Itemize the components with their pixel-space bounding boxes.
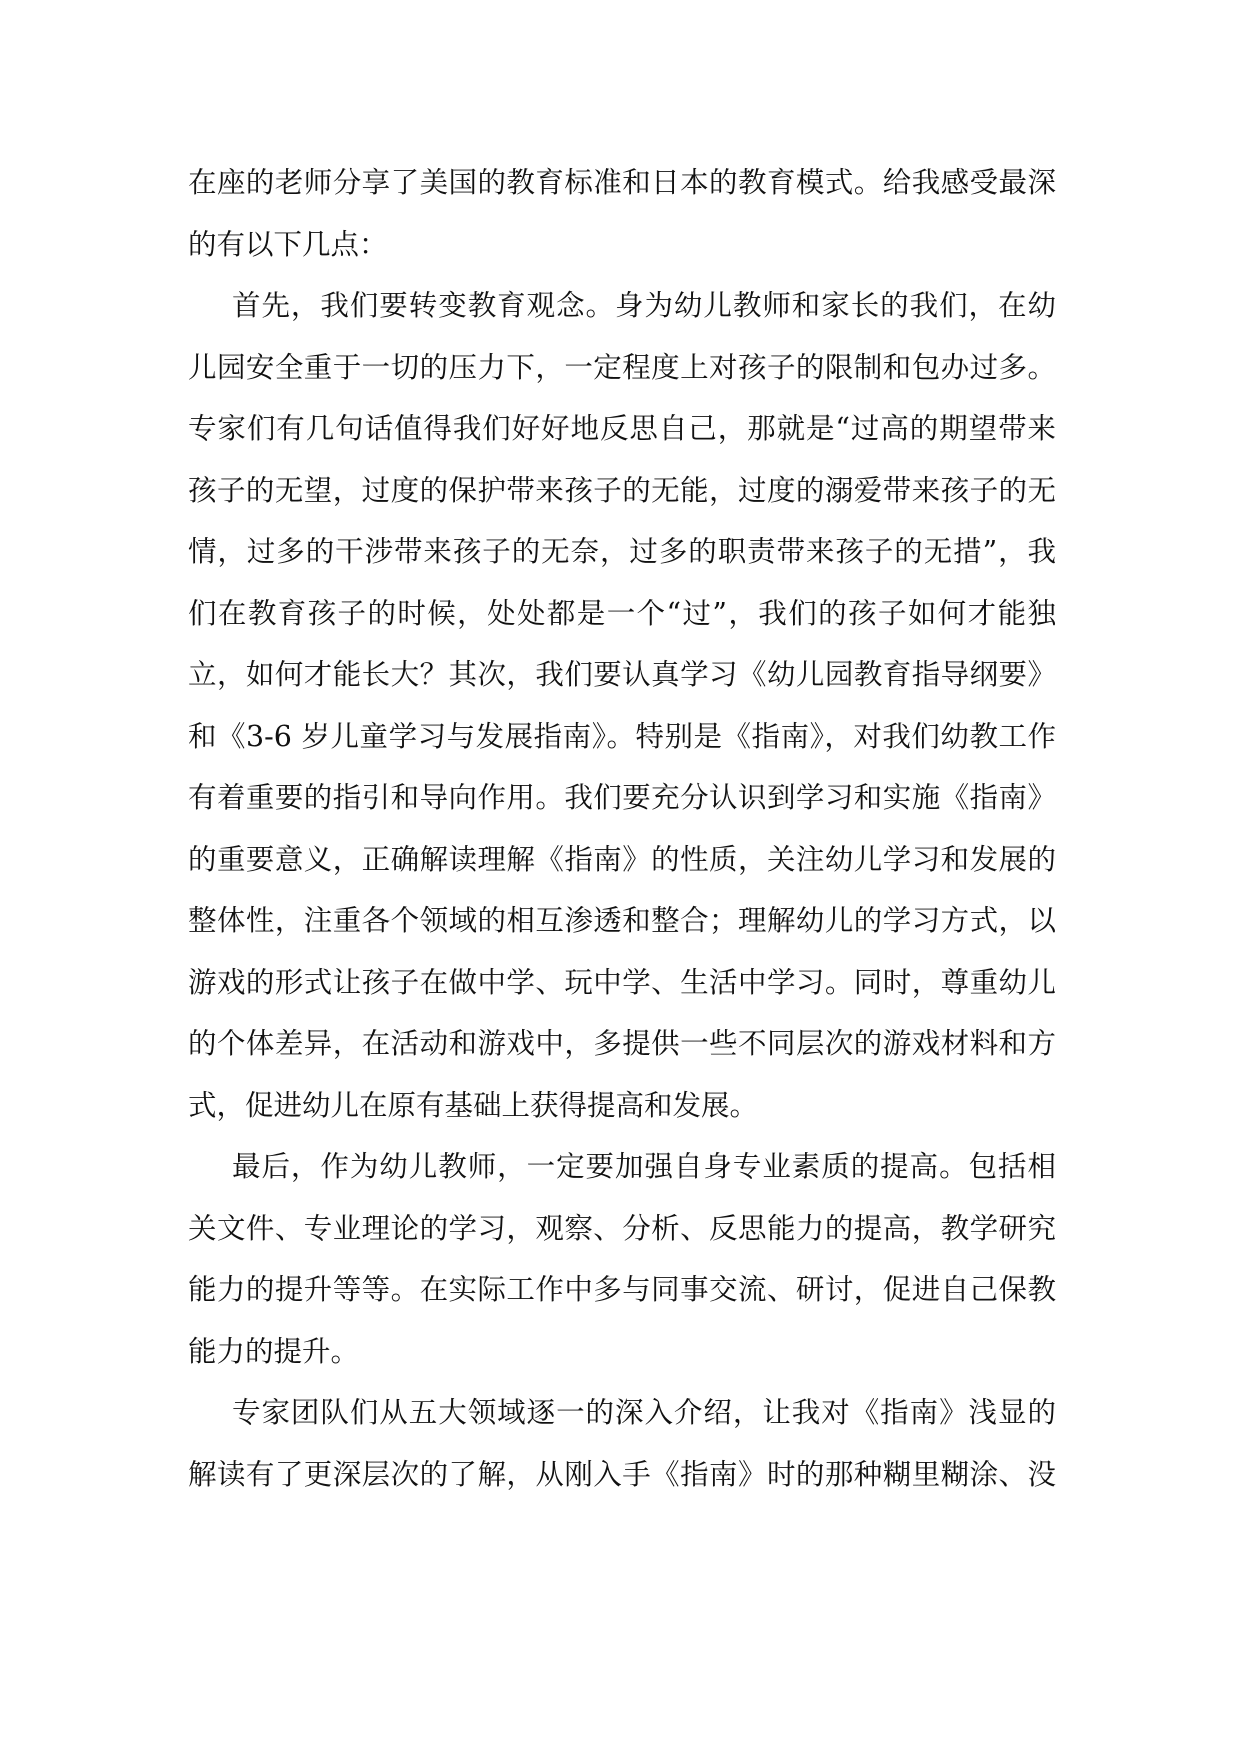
text-line: 的重要意义，正确解读理解《指南》的性质，关注幼儿学习和发展的 (188, 842, 1056, 876)
text-line: 立，如何才能长大？其次，我们要认真学习《幼儿园教育指导纲要》 (188, 658, 1056, 691)
document-body (188, 152, 1056, 1505)
text-line: 能力的提升等等。在实际工作中多与同事交流、研讨，促进自己保教 (188, 1273, 1056, 1306)
text-line: 情，过多的干涉带来孩子的无奈，过多的职责带来孩子的无措”，我 (188, 535, 1056, 568)
text-line: 能力的提升。 (188, 1334, 360, 1368)
text-line: 专家们有几句话值得我们好好地反思自己，那就是“过高的期望带来 (188, 412, 1056, 445)
paragraph-first-line: 首先，我们要转变教育观念。身为幼儿教师和家长的我们，在幼 (232, 289, 1056, 322)
text-line: 的有以下几点： (188, 227, 388, 261)
text-line: 儿园安全重于一切的压力下，一定程度上对孩子的限制和包办过多。 (188, 350, 1056, 384)
text-line: 式，促进幼儿在原有基础上获得提高和发展。 (188, 1088, 759, 1122)
text-line: 们在教育孩子的时候，处处都是一个“过”，我们的孩子如何才能独 (188, 596, 1056, 630)
text-line: 整体性，注重各个领域的相互渗透和整合；理解幼儿的学习方式，以 (188, 904, 1056, 937)
paragraph-first-line: 专家团队们从五大领域逐一的深入介绍，让我对《指南》浅显的 (232, 1396, 1056, 1429)
text-line: 游戏的形式让孩子在做中学、玩中学、生活中学习。同时，尊重幼儿 (188, 965, 1056, 999)
text-line: 有着重要的指引和导向作用。我们要充分认识到学习和实施《指南》 (188, 781, 1056, 814)
paragraph-first-line: 最后，作为幼儿教师，一定要加强自身专业素质的提高。包括相 (232, 1150, 1056, 1183)
text-line: 的个体差异，在活动和游戏中，多提供一些不同层次的游戏材料和方 (188, 1027, 1056, 1060)
text-line: 在座的老师分享了美国的教育标准和日本的教育模式。给我感受最深 (188, 166, 1056, 199)
text-line: 和《3-6 岁儿童学习与发展指南》。特别是《指南》，对我们幼教工作 (188, 719, 1056, 753)
text-line: 解读有了更深层次的了解，从刚入手《指南》时的那种糊里糊涂、没 (188, 1457, 1056, 1491)
text-line: 关文件、专业理论的学习，观察、分析、反思能力的提高，教学研究 (188, 1211, 1056, 1245)
text-line: 孩子的无望，过度的保护带来孩子的无能，过度的溺爱带来孩子的无 (188, 473, 1056, 507)
